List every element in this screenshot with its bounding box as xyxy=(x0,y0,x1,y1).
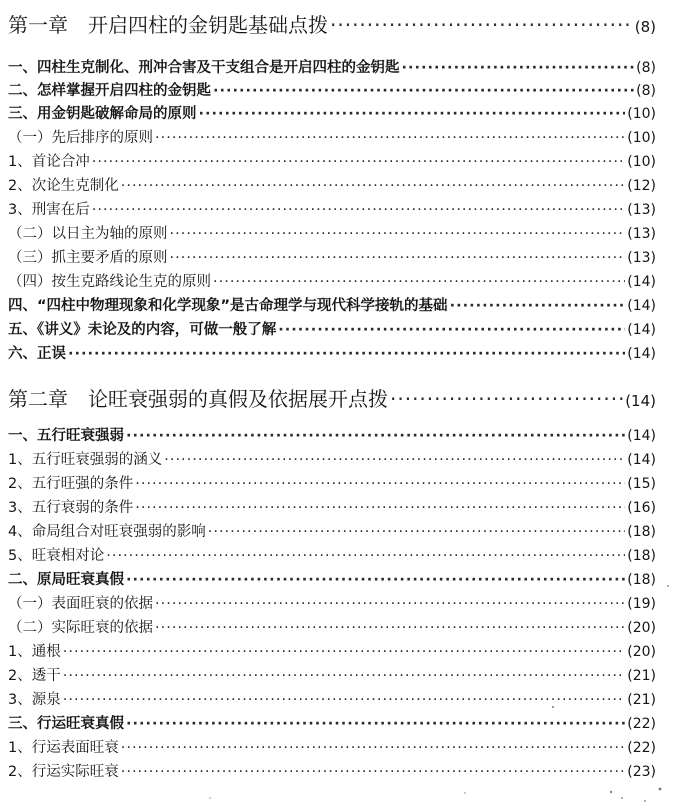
toc-entry-title: （四）按生克路线论生克的原则 xyxy=(8,274,211,290)
toc-entry-page: (10) xyxy=(627,106,656,122)
dot-leader xyxy=(155,617,625,640)
toc-entry-title: 1、首论合冲 xyxy=(8,154,90,170)
toc-entry-page: (14) xyxy=(627,298,656,314)
toc-entry-title: 六、正误 xyxy=(8,346,66,362)
toc-subsection-entry xyxy=(8,151,656,174)
toc-entry-page: (18) xyxy=(627,548,656,564)
dot-leader xyxy=(402,57,635,80)
toc-subsection-entry xyxy=(8,473,656,496)
dot-leader xyxy=(68,343,625,366)
toc-subsection-entry xyxy=(8,175,656,198)
toc-section-entry xyxy=(8,343,656,366)
toc-entry-title: 第一章 开启四柱的金钥匙基础点拨 xyxy=(8,13,328,37)
toc-subsection-entry xyxy=(8,449,656,472)
dot-leader xyxy=(170,247,626,270)
toc-entry-page: (20) xyxy=(627,620,656,636)
toc-subsection-entry xyxy=(8,199,656,222)
toc-entry-page: (18) xyxy=(627,572,656,588)
toc-subsection-entry xyxy=(8,497,656,520)
dot-leader xyxy=(199,103,626,126)
dot-leader xyxy=(63,689,626,712)
toc-subsection-entry xyxy=(8,545,656,568)
toc-entry-title: 2、行运实际旺衰 xyxy=(8,764,119,780)
dot-leader xyxy=(126,713,625,736)
toc-entry-page: (14) xyxy=(627,452,656,468)
toc-subsection-entry xyxy=(8,665,656,688)
toc-entry-page: (14) xyxy=(627,274,656,290)
toc-entry-title: （三）抓主要矛盾的原则 xyxy=(8,250,168,266)
toc-entry-title: 二、怎样掌握开启四柱的金钥匙 xyxy=(8,83,211,99)
toc-entry-title: 五、《讲义》未论及的内容，可做一般了解 xyxy=(8,322,277,338)
dot-leader xyxy=(126,425,625,448)
toc-section-entry xyxy=(8,295,656,318)
dot-leader xyxy=(208,521,626,544)
toc-section-entry xyxy=(8,57,656,80)
toc-subsection-entry xyxy=(8,737,656,760)
toc-section-entry xyxy=(8,103,656,126)
toc-entry-page: (14) xyxy=(625,392,656,410)
toc-entry-page: (21) xyxy=(627,692,656,708)
toc-subsection-entry xyxy=(8,271,656,294)
toc-entry-title: 3、刑害在后 xyxy=(8,202,90,218)
toc-entry-page: (21) xyxy=(627,668,656,684)
toc-entry-page: (13) xyxy=(627,250,656,266)
toc-entry-page: (22) xyxy=(627,740,656,756)
toc-subsection-entry xyxy=(8,521,656,544)
toc-subsection-entry xyxy=(8,593,656,616)
toc-entry-page: (15) xyxy=(627,476,656,492)
toc-chapter-entry xyxy=(8,10,656,40)
dot-leader xyxy=(170,223,626,246)
toc-entry-title: 三、用金钥匙破解命局的原则 xyxy=(8,106,197,122)
toc-entry-title: （二）以日主为轴的原则 xyxy=(8,226,168,242)
toc-entry-page: (22) xyxy=(627,716,656,732)
toc-entry-title: 第二章 论旺衰强弱的真假及依据展开点拨 xyxy=(8,387,388,411)
toc-entry-page: (23) xyxy=(627,764,656,780)
toc-subsection-entry xyxy=(8,689,656,712)
toc-entry-title: 1、通根 xyxy=(8,644,61,660)
toc-entry-page: (13) xyxy=(627,202,656,218)
toc-entry-title: 5、旺衰相对论 xyxy=(8,548,105,564)
dot-leader xyxy=(213,271,625,294)
toc-section-entry xyxy=(8,569,656,592)
toc-entry-title: 2、五行旺强的条件 xyxy=(8,476,134,492)
toc-entry-page: (8) xyxy=(634,18,656,36)
toc-entry-page: (10) xyxy=(627,130,656,146)
toc-section-entry xyxy=(8,425,656,448)
dot-leader xyxy=(330,10,633,40)
dot-leader xyxy=(63,641,626,664)
toc-entry-page: (8) xyxy=(636,60,656,76)
toc-entry-title: （一）表面旺衰的依据 xyxy=(8,596,153,612)
dot-leader xyxy=(390,384,623,414)
dot-leader xyxy=(135,497,625,520)
dot-leader xyxy=(92,151,626,174)
toc-entry-title: 2、次论生克制化 xyxy=(8,178,119,194)
toc-subsection-entry xyxy=(8,127,656,150)
dot-leader xyxy=(450,295,626,318)
toc-entry-title: 四、“四柱中物理现象和化学现象”是古命理学与现代科学接轨的基础 xyxy=(8,298,448,314)
toc-section-entry xyxy=(8,319,656,342)
dot-leader xyxy=(278,319,625,342)
toc-entry-title: 3、五行衰弱的条件 xyxy=(8,500,134,516)
toc-entry-title: 1、五行旺衰强弱的涵义 xyxy=(8,452,163,468)
dot-leader xyxy=(155,593,625,616)
toc-entry-page: (13) xyxy=(627,226,656,242)
toc-entry-title: 4、命局组合对旺衰强弱的影响 xyxy=(8,524,206,540)
toc-subsection-entry xyxy=(8,761,656,784)
dot-leader xyxy=(213,80,634,103)
toc-section-entry xyxy=(8,80,656,103)
toc-entry-page: (10) xyxy=(627,154,656,170)
toc-entry-page: (14) xyxy=(627,322,656,338)
dot-leader xyxy=(135,473,625,496)
toc-entry-title: 一、五行旺衰强弱 xyxy=(8,428,124,444)
toc-entry-page: (20) xyxy=(627,644,656,660)
toc-entry-title: 2、透干 xyxy=(8,668,61,684)
toc-entry-page: (18) xyxy=(627,524,656,540)
toc-entry-page: (14) xyxy=(627,428,656,444)
dot-leader xyxy=(155,127,625,150)
toc-subsection-entry xyxy=(8,247,656,270)
dot-leader xyxy=(92,199,626,222)
toc-subsection-entry xyxy=(8,641,656,664)
toc-entry-title: 3、源泉 xyxy=(8,692,61,708)
dot-leader xyxy=(121,737,626,760)
dot-leader xyxy=(106,545,625,568)
toc-entry-title: 一、四柱生克制化、刑冲合害及干支组合是开启四柱的金钥匙 xyxy=(8,60,400,76)
dot-leader xyxy=(121,175,626,198)
dot-leader xyxy=(63,665,626,688)
toc-entry-title: （一）先后排序的原则 xyxy=(8,130,153,146)
toc-entry-page: (14) xyxy=(627,346,656,362)
toc-entry-title: （二）实际旺衰的依据 xyxy=(8,620,153,636)
toc-subsection-entry xyxy=(8,223,656,246)
toc-subsection-entry xyxy=(8,617,656,640)
toc-entry-page: (16) xyxy=(627,500,656,516)
toc-entry-page: (19) xyxy=(627,596,656,612)
dot-leader xyxy=(126,569,625,592)
toc-entry-title: 1、行运表面旺衰 xyxy=(8,740,119,756)
toc-entry-title: 二、原局旺衰真假 xyxy=(8,572,124,588)
toc-chapter-entry xyxy=(8,384,656,414)
toc-entry-title: 三、行运旺衰真假 xyxy=(8,716,124,732)
toc-section-entry xyxy=(8,713,656,736)
toc-entry-page: (12) xyxy=(627,178,656,194)
dot-leader xyxy=(164,449,625,472)
dot-leader xyxy=(121,761,626,784)
toc-entry-page: (8) xyxy=(636,83,656,99)
